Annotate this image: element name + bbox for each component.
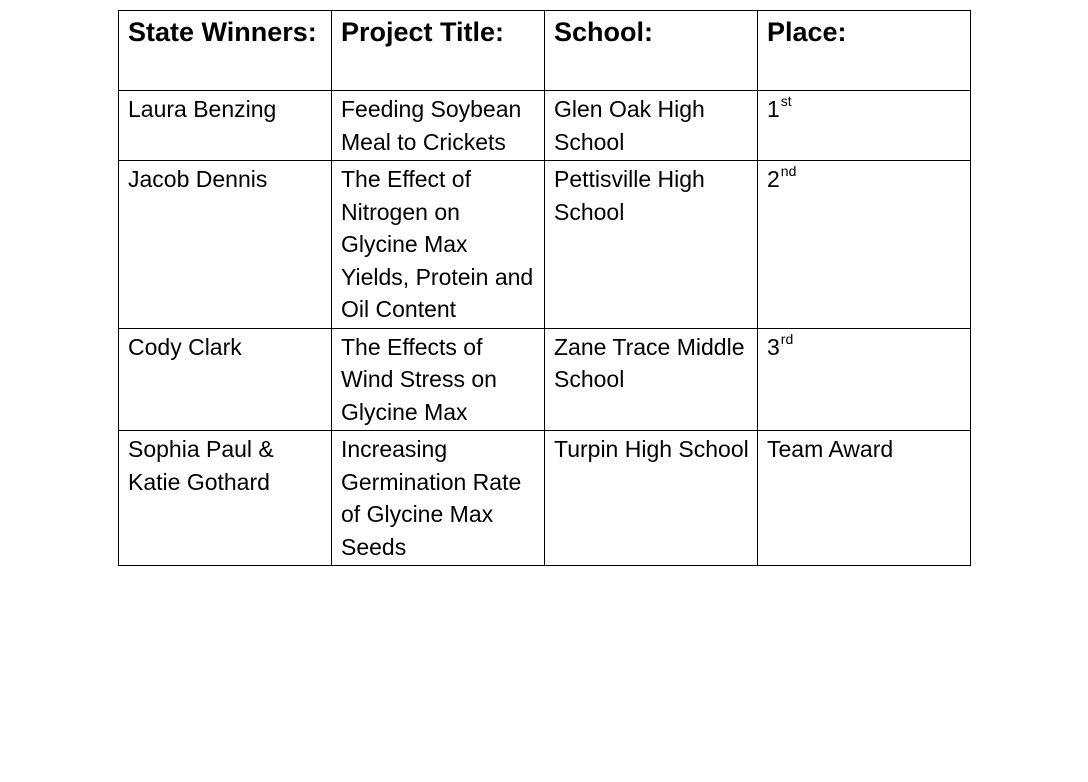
header-place: Place: bbox=[758, 11, 971, 91]
place-ordinal-suffix: nd bbox=[780, 163, 797, 180]
header-project-title: Project Title: bbox=[332, 11, 545, 91]
place-cell bbox=[758, 161, 971, 329]
school-cell: Pettisville High School bbox=[545, 161, 758, 329]
place-number: 3 bbox=[767, 333, 780, 360]
place-number: 2 bbox=[767, 166, 780, 192]
table-row bbox=[119, 161, 971, 329]
place-cell bbox=[758, 91, 971, 161]
place-ordinal-suffix: rd bbox=[780, 330, 794, 347]
place-ordinal-suffix: st bbox=[780, 93, 792, 110]
school-cell: Turpin High School bbox=[545, 431, 758, 566]
table-row bbox=[119, 328, 971, 431]
winner-name-cell: Jacob Dennis bbox=[119, 161, 332, 329]
place-cell bbox=[758, 328, 971, 431]
table-row bbox=[119, 91, 971, 161]
place-number: 1 bbox=[767, 96, 780, 122]
table-row bbox=[119, 431, 971, 566]
project-title-cell: Increasing Germination Rate of Glycine Max Seeds bbox=[332, 431, 545, 566]
school-cell: Glen Oak High School bbox=[545, 91, 758, 161]
project-title-cell: Feeding Soybean Meal to Crickets bbox=[332, 91, 545, 161]
state-winners-table bbox=[118, 10, 971, 566]
school-cell: Zane Trace Middle School bbox=[545, 328, 758, 431]
winner-name-cell: Sophia Paul & Katie Gothard bbox=[119, 431, 332, 566]
place-cell bbox=[758, 431, 971, 566]
place-number: Team Award bbox=[767, 436, 894, 462]
project-title-cell: The Effect of Nitrogen on Glycine Max Yields, Protein and Oil Content bbox=[332, 161, 545, 329]
winner-name-cell: Laura Benzing bbox=[119, 91, 332, 161]
header-school: School: bbox=[545, 11, 758, 91]
winner-name-cell: Cody Clark bbox=[119, 328, 332, 431]
table-header-row bbox=[119, 11, 971, 91]
project-title-cell: The Effects of Wind Stress on Glycine Max bbox=[332, 328, 545, 431]
header-state-winners: State Winners: bbox=[119, 11, 332, 91]
